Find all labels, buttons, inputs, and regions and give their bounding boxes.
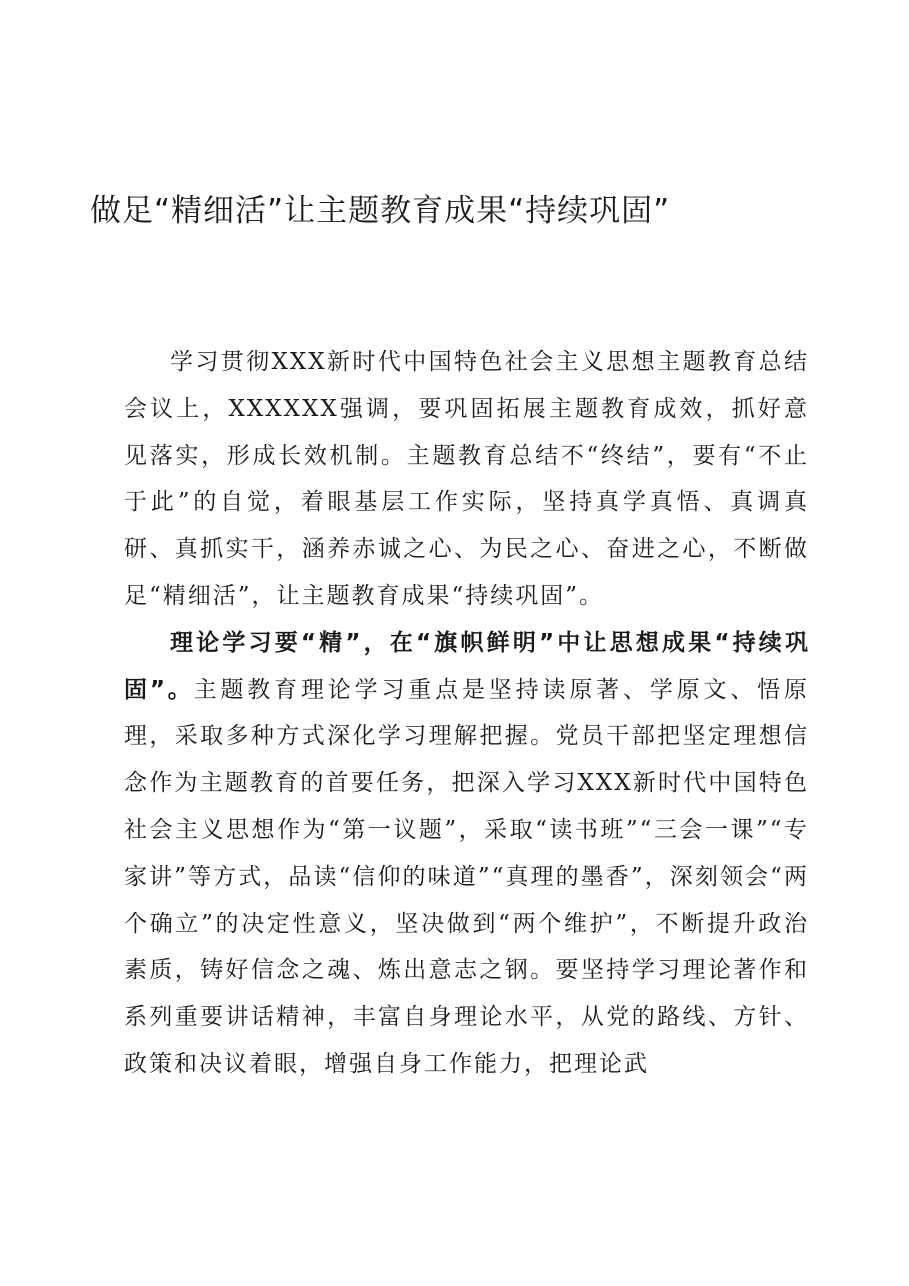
document-title: 做足“精细活”让主题教育成果“持续巩固”	[90, 193, 671, 229]
paragraph-1-text: 学习贯彻XXX新时代中国特色社会主义思想主题教育总结会议上，XXXXXX强调，要巩固拓展主题教育成效，抓好意见落实，形成长效机制。主题教育总结不“终结”，要有“不止于此”的自觉，着眼基层工作实际，坚持真学真悟、真调真研、真抓实干，涵养赤诚之心、为民之心、奋进之心，不断做足“精细活”，让主题教育成果“持续巩固”。	[124, 349, 809, 609]
paragraph-2	[124, 620, 809, 1088]
paragraph-2-lead: 理论学习要“精”，在“旗帜鲜明”中让思想成果“持续巩固”。	[124, 629, 809, 703]
paragraph-2-text: 主题教育理论学习重点是坚持读原著、学原文、悟原理，采取多种方式深化学习理解把握。党员干部把坚定理想信念作为主题教育的首要任务，把深入学习XXX新时代中国特色社会主义思想作为“第一议题”，采取“读书班”“三会一课”“专家讲”等方式，品读“信仰的味道”“真理的墨香”，深刻领会“两个确立”的决定性意义，坚决做到“两个维护”，不断提升政治素质，铸好信念之魂、炼出意志之钢。要坚持学习理论著作和系列重要讲话精神，丰富自身理论水平，从党的路线、方针、政策和决议着眼，增强自身工作能力，把理论武	[124, 676, 809, 1077]
paragraph-1	[124, 339, 809, 620]
document-body	[124, 339, 809, 1088]
